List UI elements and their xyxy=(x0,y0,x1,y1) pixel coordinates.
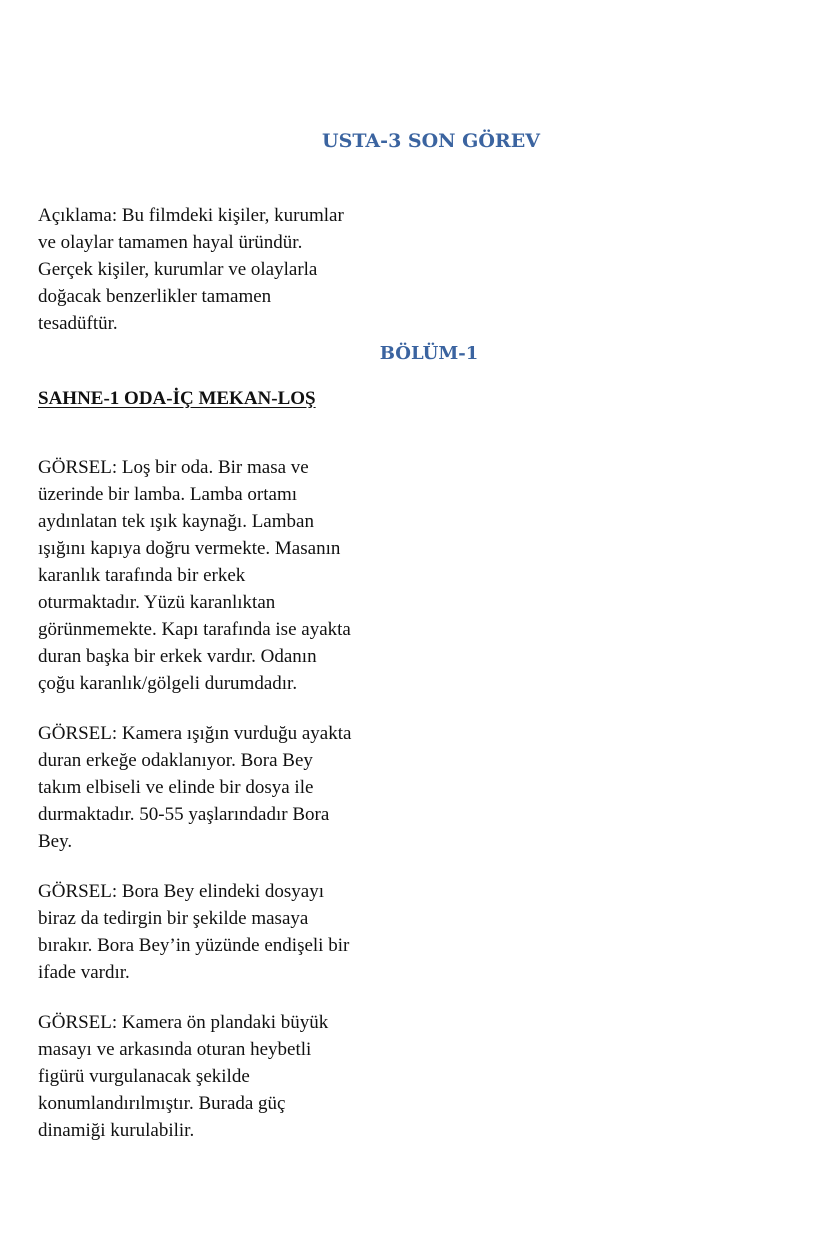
paragraph-line: üzerinde bir lamba. Lamba ortamı xyxy=(38,484,298,505)
paragraph-line: bırakır. Bora Bey’in yüzünde endişeli bir xyxy=(38,935,350,956)
paragraph-4 xyxy=(38,1009,328,1144)
paragraph-line: Bey. xyxy=(38,831,73,852)
paragraph-line: takım elbiseli ve elinde bir dosya ile xyxy=(38,777,314,798)
paragraph-line: çoğu karanlık/gölgeli durumdadır. xyxy=(38,673,298,694)
paragraph-line: ifade vardır. xyxy=(38,962,130,983)
paragraph-line: GÖRSEL: Loş bir oda. Bir masa ve xyxy=(38,457,309,478)
paragraph-line: duran başka bir erkek vardır. Odanın xyxy=(38,646,317,667)
paragraph-line: konumlandırılmıştır. Burada güç xyxy=(38,1093,286,1114)
disclaimer-line: doğacak benzerlikler tamamen xyxy=(38,286,272,307)
paragraph-line: aydınlatan tek ışık kaynağı. Lamban xyxy=(38,511,314,532)
paragraph-line: GÖRSEL: Kamera ışığın vurduğu ayakta xyxy=(38,723,352,744)
paragraph-line: durmaktadır. 50-55 yaşlarındadır Bora xyxy=(38,804,330,825)
paragraph-line: dinamiği kurulabilir. xyxy=(38,1120,195,1141)
disclaimer-line: Gerçek kişiler, kurumlar ve olaylarla xyxy=(38,259,318,280)
paragraph-1 xyxy=(38,454,351,697)
paragraph-line: biraz da tedirgin bir şekilde masaya xyxy=(38,908,309,929)
paragraph-line: masayı ve arkasında oturan heybetli xyxy=(38,1039,312,1060)
paragraph-line: ışığını kapıya doğru vermekte. Masanın xyxy=(38,538,341,559)
paragraph-line: oturmaktadır. Yüzü karanlıktan xyxy=(38,592,276,613)
disclaimer-line: tesadüftür. xyxy=(38,313,118,334)
paragraph-line: GÖRSEL: Kamera ön plandaki büyük xyxy=(38,1012,329,1033)
disclaimer-line: Açıklama: Bu filmdeki kişiler, kurumlar xyxy=(38,205,344,226)
paragraph-line: GÖRSEL: Bora Bey elindeki dosyayı xyxy=(38,881,325,902)
paragraph-line: duran erkeğe odaklanıyor. Bora Bey xyxy=(38,750,313,771)
paragraph-3 xyxy=(38,878,349,986)
paragraph-line: karanlık tarafında bir erkek xyxy=(38,565,246,586)
disclaimer xyxy=(38,202,344,337)
scene-heading: SAHNE-1 ODA-İÇ MEKAN-LOŞ xyxy=(38,388,316,409)
chapter-heading: BÖLÜM-1 xyxy=(379,343,479,364)
paragraph-line: figürü vurgulanacak şekilde xyxy=(38,1066,250,1087)
paragraph-line: görünmemekte. Kapı tarafında ise ayakta xyxy=(38,619,351,640)
disclaimer-line: ve olaylar tamamen hayal üründür. xyxy=(38,232,303,253)
paragraph-2 xyxy=(38,720,351,855)
document-title: USTA-3 SON GÖREV xyxy=(322,130,540,152)
